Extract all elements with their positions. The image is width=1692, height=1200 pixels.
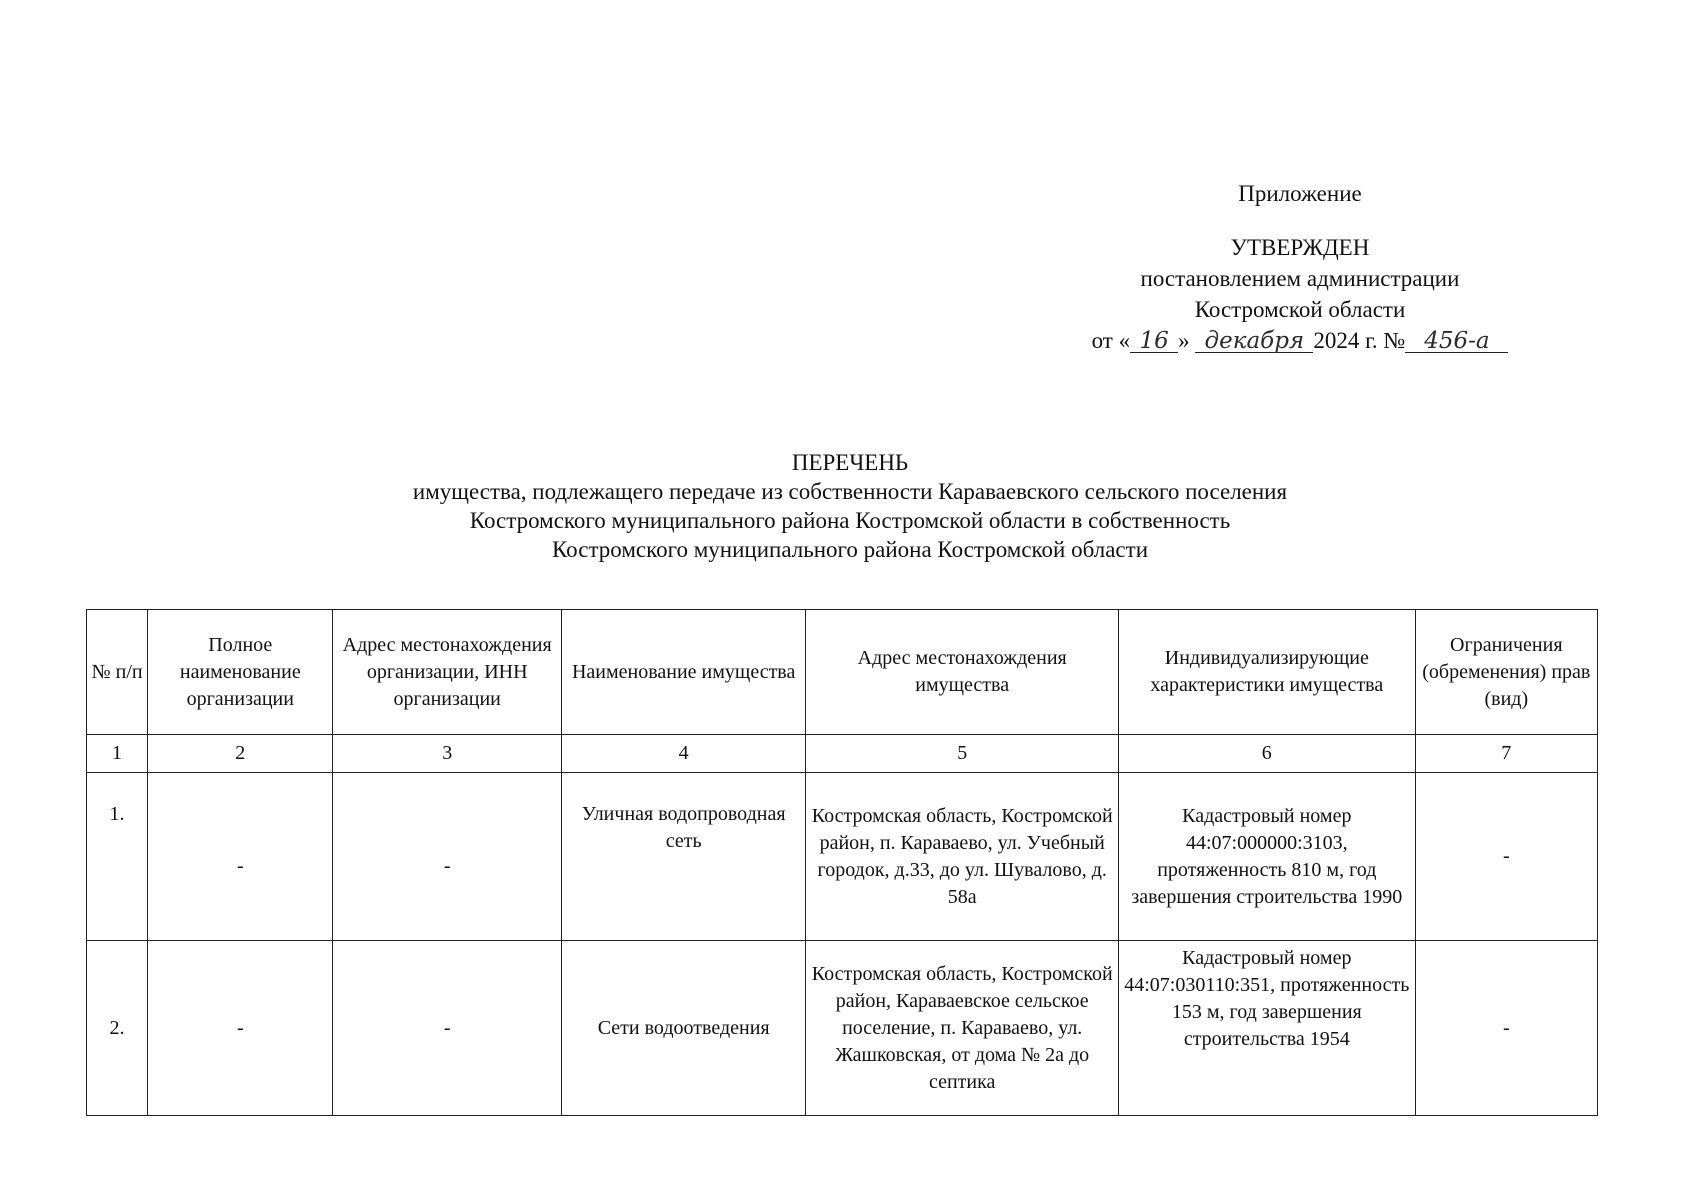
document-title [200, 448, 1500, 564]
row-number: 2. [87, 941, 148, 1116]
restrictions-cell: - [1415, 941, 1597, 1116]
title-line-1: имущества, подлежащего передаче из собственности Караваевского сельского поселения [412, 479, 1288, 504]
column-number: 5 [806, 735, 1119, 773]
title-line-3: Костромского муниципального района Костромской области [551, 537, 1148, 562]
table-header-row [87, 610, 1598, 735]
property-address-cell: Костромская область, Костромской район, п. Караваево, ул. Учебный городок, д.33, до ул. Шувалово, д. 58а [806, 773, 1119, 941]
title-line-2: Костромского муниципального района Костромской области в собственность [469, 508, 1231, 533]
column-number: 6 [1119, 735, 1416, 773]
column-number: 1 [87, 735, 148, 773]
approval-authority-line: постановлением администрации [1140, 266, 1460, 291]
date-mid: » [1178, 328, 1190, 353]
approved-label: УТВЕРЖДЕН [1230, 235, 1370, 260]
handwritten-day: 16 [1130, 330, 1178, 353]
org-name-cell: - [148, 773, 333, 941]
property-address-cell: Костромская область, Костромской район, Караваевское сельское поселение, п. Караваево, ул. Жашковская, от дома № 2а до септика [806, 941, 1119, 1116]
table-row [87, 773, 1598, 941]
appendix-label: Приложение [1238, 181, 1362, 206]
table-row [87, 941, 1598, 1116]
column-number: 7 [1415, 735, 1597, 773]
restrictions-cell: - [1415, 773, 1597, 941]
title-heading: ПЕРЕЧЕНЬ [791, 450, 909, 475]
approval-block [1080, 178, 1520, 356]
header-org-name: Полное наименование организации [148, 610, 333, 735]
property-name-cell: Сети водоотведения [561, 941, 805, 1116]
year-text: 2024 г. № [1313, 328, 1406, 353]
approval-region-line: Костромской области [1194, 297, 1406, 322]
column-number: 4 [561, 735, 805, 773]
header-characteristics: Индивидуализирующие характеристики имущества [1119, 610, 1416, 735]
column-number: 2 [148, 735, 333, 773]
header-restrictions: Ограничения (обременения) прав (вид) [1415, 610, 1597, 735]
column-number: 3 [333, 735, 561, 773]
characteristics-cell: Кадастровый номер 44:07:030110:351, протяженность 153 м, год завершения строительства 1954 [1119, 941, 1416, 1116]
header-property-address: Адрес местонахождения имущества [806, 610, 1119, 735]
org-address-cell: - [333, 773, 561, 941]
header-number: № п/п [87, 610, 148, 735]
characteristics-cell: Кадастровый номер 44:07:000000:3103, протяженность 810 м, год завершения строительства 1990 [1119, 773, 1416, 941]
property-name-cell: Уличная водопроводная сеть [561, 773, 805, 941]
header-property-name: Наименование имущества [561, 610, 805, 735]
approval-date-line [1080, 325, 1520, 356]
row-number: 1. [87, 773, 148, 941]
handwritten-number: 456-а [1405, 330, 1508, 353]
org-address-cell: - [333, 941, 561, 1116]
header-org-address: Адрес местонахождения организации, ИНН организации [333, 610, 561, 735]
handwritten-month: декабря [1195, 330, 1313, 353]
column-number-row [87, 735, 1598, 773]
org-name-cell: - [148, 941, 333, 1116]
date-prefix: от « [1091, 328, 1131, 353]
property-table [86, 609, 1598, 1116]
